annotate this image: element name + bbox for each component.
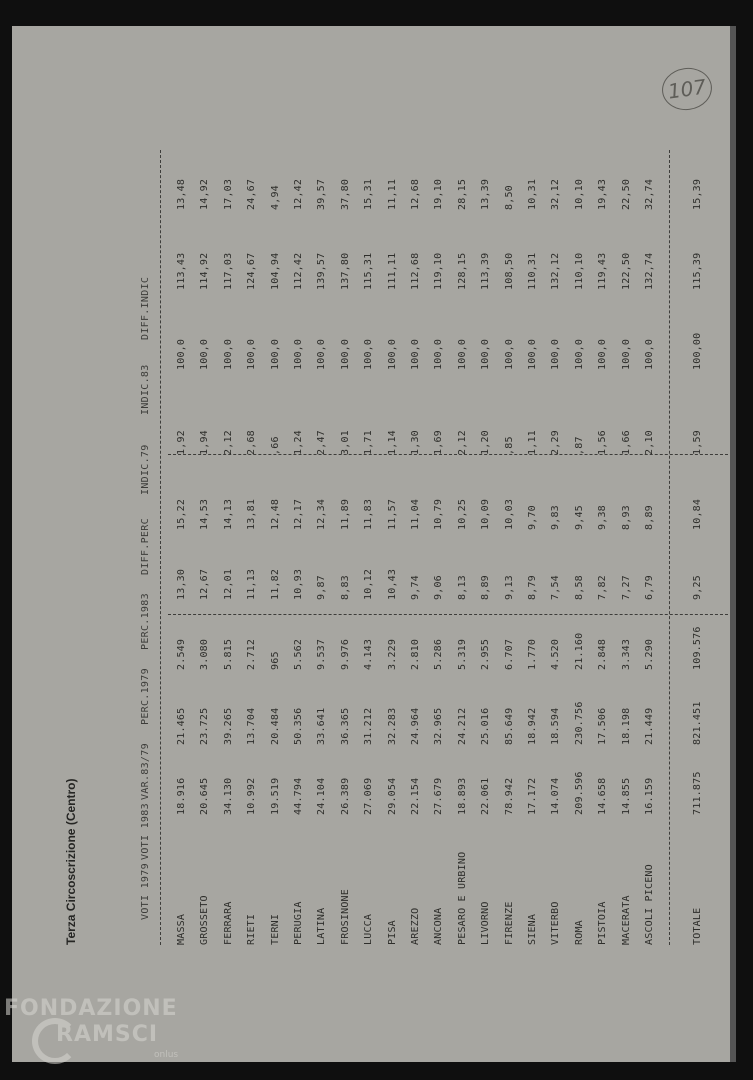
cell-v83: 821.451: [692, 701, 703, 745]
watermark-line-1: FONDAZIONE: [4, 996, 178, 1021]
cell-i83: 132,74: [644, 252, 655, 290]
cell-i79: 100,0: [386, 338, 398, 370]
rotated-table: [60, 60, 703, 1060]
cell-i79: 100,0: [316, 338, 328, 370]
cell-v83: 39.265: [222, 707, 234, 745]
cell-di: 15,39: [692, 178, 703, 210]
cell-var: 2.955: [480, 638, 492, 670]
cell-v83: 21.465: [176, 707, 187, 745]
cell-i83: 115,39: [692, 252, 703, 290]
cell-p83: 9,45: [573, 505, 585, 530]
cell-dp: 1,56: [597, 430, 609, 455]
cell-dp: 1,71: [363, 430, 375, 455]
column-header: INDIC.83: [140, 364, 151, 415]
cell-di: 10,31: [527, 178, 538, 210]
column-header: VOTI 1979: [140, 863, 151, 920]
cell-p79: 10,93: [293, 568, 304, 600]
cell-i79: 100,0: [527, 338, 538, 370]
cell-v83: 32.283: [386, 707, 398, 745]
cell-name: AREZZO: [410, 907, 421, 945]
cell-p83: 8,93: [620, 505, 632, 530]
cell-dp: 1,69: [433, 430, 445, 455]
cell-p79: 8,58: [573, 575, 585, 600]
cell-p83: 10,25: [456, 498, 468, 530]
cell-v79: 17.172: [527, 777, 538, 815]
cell-v83: 24.964: [410, 707, 421, 745]
cell-v83: 20.484: [269, 707, 281, 745]
column-header: VAR.83/79: [140, 743, 151, 800]
cell-p83: 10,79: [433, 498, 445, 530]
cell-p79: 6,79: [644, 575, 655, 600]
cell-dp: 1,14: [386, 430, 398, 455]
cell-p79: 11,13: [246, 568, 258, 600]
cell-v83: 17.506: [597, 707, 609, 745]
cell-p83: 11,57: [386, 498, 398, 530]
cell-i83: 108,50: [503, 252, 515, 290]
cell-p83: 10,09: [480, 498, 492, 530]
cell-v83: 24.212: [456, 707, 468, 745]
cell-name: RIETI: [246, 913, 258, 945]
cell-v79: 22.061: [480, 777, 492, 815]
cell-p79: 8,79: [527, 575, 538, 600]
cell-v79: 14.074: [550, 777, 562, 815]
cell-i83: 122,50: [620, 252, 632, 290]
cell-di: 13,39: [480, 178, 492, 210]
cell-dp: 1,92: [176, 430, 187, 455]
cell-v79: 14.855: [620, 777, 632, 815]
cell-v79: 22.154: [410, 777, 421, 815]
cell-i83: 112,68: [410, 252, 421, 290]
cell-i79: 100,0: [597, 338, 609, 370]
cell-v83: 36.365: [339, 707, 351, 745]
cell-dp: 1,59: [692, 430, 703, 455]
cell-v79: 29.054: [386, 777, 398, 815]
cell-di: 8,50: [503, 185, 515, 210]
cell-var: 2.848: [597, 638, 609, 670]
cell-name: MACERATA: [620, 895, 632, 945]
cell-i79: 100,0: [246, 338, 258, 370]
cell-v79: 20.645: [199, 777, 211, 815]
cell-di: 24,67: [246, 178, 258, 210]
cell-name: FROSINONE: [339, 889, 351, 945]
cell-i83: 119,43: [597, 252, 609, 290]
cell-dp: 2,47: [316, 430, 328, 455]
cell-p79: 10,12: [363, 568, 375, 600]
cell-v79: 10.992: [246, 777, 258, 815]
cell-i79: 100,0: [644, 338, 655, 370]
cell-p83: 12,34: [316, 498, 328, 530]
cell-v83: 230.756: [573, 701, 585, 745]
cell-p79: 9,06: [433, 575, 445, 600]
cell-p79: 7,82: [597, 575, 609, 600]
cell-p83: 14,13: [222, 498, 234, 530]
column-header: VOTI 1983: [140, 803, 151, 860]
cell-i83: 104,94: [269, 252, 281, 290]
cell-var: 5.286: [433, 638, 445, 670]
cell-p79: 11,82: [269, 568, 281, 600]
cell-i83: 139,57: [316, 252, 328, 290]
cell-di: 15,31: [363, 178, 375, 210]
cell-var: 1.770: [527, 638, 538, 670]
cell-name: ROMA: [573, 920, 585, 945]
cell-name: ASCOLI PICENO: [644, 864, 655, 945]
cell-i83: 113,39: [480, 252, 492, 290]
cell-var: 9.537: [316, 638, 328, 670]
cell-i83: 119,10: [433, 252, 445, 290]
cell-v83: 31.212: [363, 707, 375, 745]
cell-v83: 25.016: [480, 707, 492, 745]
cell-name: VITERBO: [550, 901, 562, 945]
cell-di: 19,43: [597, 178, 609, 210]
cell-v83: 33.641: [316, 707, 328, 745]
column-divider: [168, 614, 728, 615]
cell-p83: 9,83: [550, 505, 562, 530]
cell-name: PISA: [386, 920, 398, 945]
cell-p83: 9,70: [527, 505, 538, 530]
cell-p83: 12,48: [269, 498, 281, 530]
cell-p83: 11,89: [339, 498, 351, 530]
cell-dp: 1,24: [293, 430, 304, 455]
cell-i79: 100,0: [293, 338, 304, 370]
cell-i79: 100,0: [222, 338, 234, 370]
cell-p79: 7,27: [620, 575, 632, 600]
cell-var: 109.576: [692, 626, 703, 670]
cell-di: 32,12: [550, 178, 562, 210]
cell-name: GROSSETO: [199, 895, 211, 945]
cell-var: 3.080: [199, 638, 211, 670]
cell-v83: 21.449: [644, 707, 655, 745]
cell-var: 965: [269, 651, 281, 670]
cell-p83: 9,38: [597, 505, 609, 530]
cell-v79: 711.875: [692, 771, 703, 815]
cell-p79: 7,54: [550, 575, 562, 600]
cell-i83: 132,12: [550, 252, 562, 290]
cell-p79: 8,83: [339, 575, 351, 600]
cell-i79: 100,0: [550, 338, 562, 370]
cell-v83: 18.942: [527, 707, 538, 745]
cell-di: 19,10: [433, 178, 445, 210]
cell-v79: 27.069: [363, 777, 375, 815]
cell-var: 21.160: [573, 632, 585, 670]
cell-name: PERUGIA: [293, 901, 304, 945]
cell-i83: 111,11: [386, 252, 398, 290]
cell-dp: 2,12: [456, 430, 468, 455]
cell-v79: 24.104: [316, 777, 328, 815]
cell-p83: 10,03: [503, 498, 515, 530]
handwritten-page-number: 107: [659, 65, 714, 114]
cell-v79: 34.130: [222, 777, 234, 815]
cell-v83: 23.725: [199, 707, 211, 745]
cell-var: 4.143: [363, 638, 375, 670]
cell-dp: 1,94: [199, 430, 211, 455]
cell-dp: ,66: [269, 436, 281, 455]
cell-var: 5.290: [644, 638, 655, 670]
cell-v79: 78.942: [503, 777, 515, 815]
cell-var: 3.229: [386, 638, 398, 670]
cell-name: SIENA: [527, 913, 538, 945]
cell-i79: 100,0: [269, 338, 281, 370]
cell-i79: 100,0: [456, 338, 468, 370]
cell-i79: 100,0: [199, 338, 211, 370]
cell-dp: ,85: [503, 436, 515, 455]
cell-p83: 8,89: [644, 505, 655, 530]
cell-p79: 9,74: [410, 575, 421, 600]
cell-v83: 85.649: [503, 707, 515, 745]
cell-di: 12,42: [293, 178, 304, 210]
cell-dp: 3,01: [339, 430, 351, 455]
cell-v83: 18.594: [550, 707, 562, 745]
cell-p79: 8,89: [480, 575, 492, 600]
cell-name: FERRARA: [222, 901, 234, 945]
cell-var: 6.707: [503, 638, 515, 670]
cell-di: 12,68: [410, 178, 421, 210]
cell-v79: 26.389: [339, 777, 351, 815]
cell-v79: 16.159: [644, 777, 655, 815]
cell-name: LUCCA: [363, 913, 375, 945]
cell-di: 39,57: [316, 178, 328, 210]
cell-var: 5.562: [293, 638, 304, 670]
cell-di: 13,48: [176, 178, 187, 210]
cell-di: 17,03: [222, 178, 234, 210]
cell-v83: 50.356: [293, 707, 304, 745]
cell-i79: 100,0: [503, 338, 515, 370]
cell-dp: 1,11: [527, 430, 538, 455]
cell-v83: 18.198: [620, 707, 632, 745]
cell-p79: 9,13: [503, 575, 515, 600]
cell-di: 32,74: [644, 178, 655, 210]
cell-p79: 10,43: [386, 568, 398, 600]
page-edge-shadow: [730, 26, 736, 1062]
cell-var: 9.976: [339, 638, 351, 670]
cell-p83: 15,22: [176, 498, 187, 530]
cell-dp: 1,30: [410, 430, 421, 455]
cell-p79: 12,67: [199, 568, 211, 600]
cell-p83: 12,17: [293, 498, 304, 530]
cell-i79: 100,00: [692, 332, 703, 370]
cell-var: 2.712: [246, 638, 258, 670]
cell-name: FIRENZE: [503, 901, 515, 945]
cell-i79: 100,0: [573, 338, 585, 370]
cell-var: 5.319: [456, 638, 468, 670]
cell-dp: 1,66: [620, 430, 632, 455]
cell-i83: 137,80: [339, 252, 351, 290]
cell-i83: 112,42: [293, 252, 304, 290]
cell-p79: 8,13: [456, 575, 468, 600]
document-title: Terza Circoscrizione (Centro): [64, 778, 78, 945]
cell-i83: 115,31: [363, 252, 375, 290]
cell-di: 14,92: [199, 178, 211, 210]
cell-i83: 110,10: [573, 252, 585, 290]
cell-v79: 14.658: [597, 777, 609, 815]
cell-name: LATINA: [316, 907, 328, 945]
cell-i79: 100,0: [620, 338, 632, 370]
cell-p79: 13,30: [176, 568, 187, 600]
watermark-sub: onlus: [154, 1050, 179, 1060]
cell-p79: 9,25: [692, 575, 703, 600]
cell-v79: 209.596: [573, 771, 585, 815]
cell-name: TERNI: [269, 913, 281, 945]
cell-name: PISTOIA: [597, 901, 609, 945]
cell-p83: 11,04: [410, 498, 421, 530]
header-rule: [160, 150, 161, 945]
cell-v83: 32.965: [433, 707, 445, 745]
cell-dp: 2,68: [246, 430, 258, 455]
cell-var: 2.810: [410, 638, 421, 670]
cell-dp: 1,20: [480, 430, 492, 455]
cell-var: 4.520: [550, 638, 562, 670]
cell-var: 3.343: [620, 638, 632, 670]
cell-v79: 18.916: [176, 777, 187, 815]
cell-i79: 100,0: [410, 338, 421, 370]
cell-dp: ,87: [573, 436, 585, 455]
cell-p79: 9,87: [316, 575, 328, 600]
cell-name: LIVORNO: [480, 901, 492, 945]
cell-var: 5.815: [222, 638, 234, 670]
cell-i83: 110,31: [527, 252, 538, 290]
cell-i83: 124,67: [246, 252, 258, 290]
cell-i79: 100,0: [339, 338, 351, 370]
cell-name: PESARO E URBINO: [456, 851, 468, 945]
cell-p83: 11,83: [363, 498, 375, 530]
cell-i79: 100,0: [433, 338, 445, 370]
cell-name: TOTALE: [692, 907, 703, 945]
column-header: DIFF.PERC: [140, 518, 151, 575]
cell-i79: 100,0: [363, 338, 375, 370]
column-header: PERC.1979: [140, 668, 151, 725]
cell-v79: 44.794: [293, 777, 304, 815]
cell-i83: 128,15: [456, 252, 468, 290]
cell-v79: 19.519: [269, 777, 281, 815]
cell-name: MASSA: [176, 913, 187, 945]
cell-dp: 2,12: [222, 430, 234, 455]
cell-var: 2.549: [176, 638, 187, 670]
cell-di: 28,15: [456, 178, 468, 210]
watermark-line-2: RAMSCI: [56, 1022, 159, 1047]
cell-name: ANCONA: [433, 907, 445, 945]
cell-p79: 12,01: [222, 568, 234, 600]
cell-v79: 27.679: [433, 777, 445, 815]
cell-i83: 117,03: [222, 252, 234, 290]
cell-dp: 2,10: [644, 430, 655, 455]
cell-v83: 13.704: [246, 707, 258, 745]
cell-p83: 14,53: [199, 498, 211, 530]
cell-v79: 18.893: [456, 777, 468, 815]
cell-di: 11,11: [386, 178, 398, 210]
cell-di: 22,50: [620, 178, 632, 210]
body-rule: [669, 150, 670, 945]
cell-i83: 113,43: [176, 252, 187, 290]
cell-di: 4,94: [269, 185, 281, 210]
column-header: PERC.1983: [140, 593, 151, 650]
column-header: INDIC.79: [140, 444, 151, 495]
cell-i79: 100,0: [176, 338, 187, 370]
cell-p83: 13,81: [246, 498, 258, 530]
cell-p83: 10,84: [692, 498, 703, 530]
cell-i83: 114,92: [199, 252, 211, 290]
column-header: DIFF.INDIC: [140, 276, 151, 340]
cell-dp: 2,29: [550, 430, 562, 455]
cell-di: 10,10: [573, 178, 585, 210]
fondazione-gramsci-watermark: [4, 992, 204, 1072]
cell-i79: 100,0: [480, 338, 492, 370]
cell-di: 37,80: [339, 178, 351, 210]
